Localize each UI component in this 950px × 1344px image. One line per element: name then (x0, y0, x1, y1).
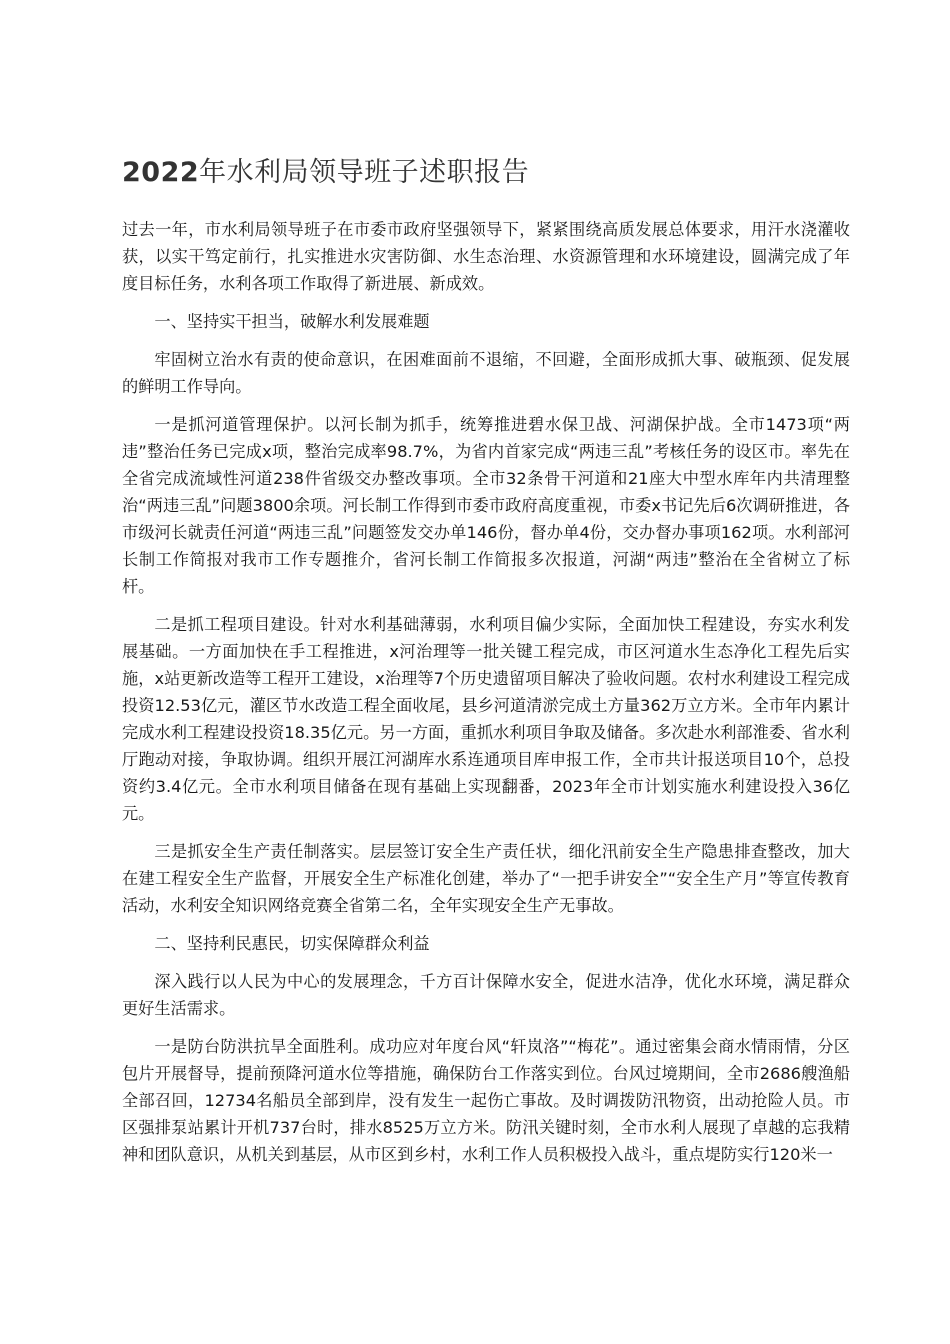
title-text: 年水利局领导班子述职报告 (199, 157, 530, 188)
body-paragraph: 一是抓河道管理保护。以河长制为抓手，统筹推进碧水保卫战、河湖保护战。全市1473项“两违”整治任务已完成x项，整治完成率98.7%，为省内首家完成“两违三乱”考核任务的设区市。率先在全省完成流域性河道238件省级交办整改事项。全市32条骨干河道和21座大中型水库年内共清理整治“两违三乱”问题3800余项。河长制工作得到市委市政府高度重视，市委x书记先后6次调研推进，各市级河长就责任河道“两违三乱”问题签发交办单146份，督办单4份，交办督办事项162项。水利部河长制工作简报对我市工作专题推介，省河长制工作简报多次报道，河湖“两违”整治在全省树立了标杆。 (122, 415, 850, 596)
document-page (122, 150, 850, 1179)
body-paragraph: 一是防台防洪抗旱全面胜利。成功应对年度台风“轩岚洛”“梅花”。通过密集会商水情雨情，分区包片开展督导，提前预降河道水位等措施，确保防台工作落实到位。台风过境期间，全市2686艘渔船全部召回，12734名船员全部到岸，没有发生一起伤亡事故。及时调拨防汛物资，出动抢险人员。市区强排泵站累计开机737台时，排水8525万立方米。防汛关键时刻，全市水利人展现了卓越的忘我精神和团队意识，从机关到基层，从市区到乡村，水利工作人员积极投入战斗，重点堤防实行120米一 (122, 1037, 850, 1164)
body-paragraph: 牢固树立治水有责的使命意识，在困难面前不退缩，不回避，全面形成抓大事、破瓶颈、促发展的鲜明工作导向。 (122, 350, 850, 396)
intro-paragraph: 过去一年，市水利局领导班子在市委市政府坚强领导下，紧紧围绕高质发展总体要求，用汗水浇灌收获，以实干笃定前行，扎实推进水灾害防御、水生态治理、水资源管理和水环境建设，圆满完成了年度目标任务，水利各项工作取得了新进展、新成效。 (122, 220, 850, 293)
body-paragraph: 二是抓工程项目建设。针对水利基础薄弱，水利项目偏少实际，全面加快工程建设，夯实水利发展基础。一方面加快在手工程推进，x河治理等一批关键工程完成，市区河道水生态净化工程先后实施，x站更新改造等工程开工建设，x治理等7个历史遗留项目解决了验收问题。农村水利建设工程完成投资12.53亿元，灌区节水改造工程全面收尾，县乡河道清淤完成土方量362万立方米。全市年内累计完成水利工程建设投资18.35亿元。另一方面，重抓水利项目争取及储备。多次赴水利部淮委、省水利厅跑动对接，争取协调。组织开展江河湖库水系连通项目库申报工作，全市共计报送项目10个，总投资约3.4亿元。全市水利项目储备在现有基础上实现翻番，2023年全市计划实施水利建设投入36亿元。 (122, 615, 850, 823)
section-heading-1: 一、坚持实干担当，破解水利发展难题 (154, 312, 430, 331)
document-title (122, 150, 850, 196)
body-paragraph: 深入践行以人民为中心的发展理念，千方百计保障水安全，促进水洁净，优化水环境，满足群众更好生活需求。 (122, 972, 850, 1018)
body-paragraph: 三是抓安全生产责任制落实。层层签订安全生产责任状，细化汛前安全生产隐患排查整改，加大在建工程安全生产监督，开展安全生产标准化创建，举办了“一把手讲安全”“安全生产月”等宣传教育活动，水利安全知识网络竞赛全省第二名，全年实现安全生产无事故。 (122, 842, 850, 915)
title-year: 2022 (122, 157, 200, 188)
section-heading-2: 二、坚持利民惠民，切实保障群众利益 (154, 934, 430, 953)
